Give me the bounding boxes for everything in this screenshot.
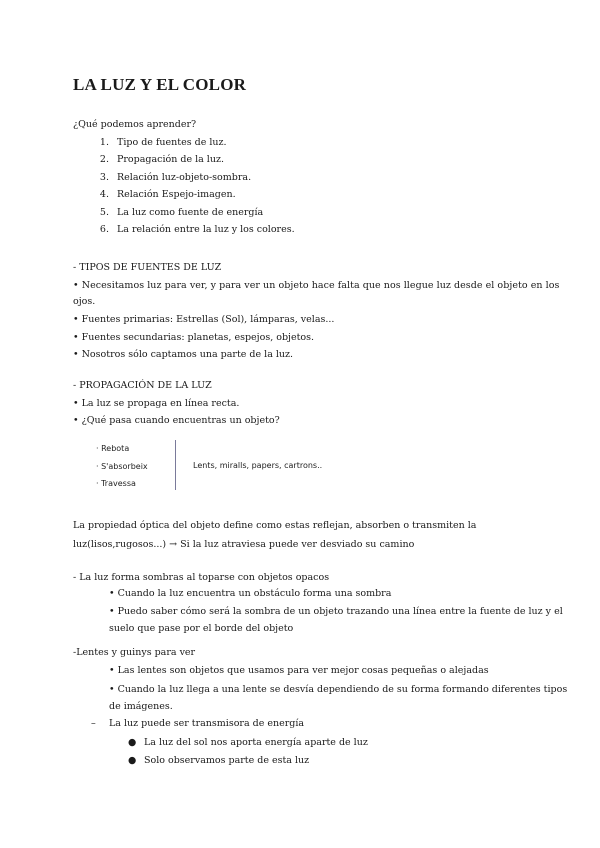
list-item: 6. La relación entre la luz y los colores. (99, 224, 295, 235)
bullet-item: • Cuando la luz encuentra un obstáculo forma una sombra (109, 588, 392, 599)
bullet-item: • La luz se propaga en línea recta. (73, 398, 240, 409)
paragraph-line: luz(lisos,rugosos...) → Si la luz atraviesa puede ver desviado su camino (73, 539, 415, 550)
paragraph-line: La propiedad óptica del objeto define como estas reflejan, absorben o transmiten la (73, 520, 477, 531)
insert-item: · Rebota (96, 444, 130, 453)
section-heading-lentes: -Lentes y guinys para ver (73, 647, 196, 658)
insert-note: Lents, miralls, papers, cartrons.. (193, 461, 323, 470)
dash-marker: – (91, 718, 96, 729)
bullet-item: • Fuentes primarias: Estrellas (Sol), lámparas, velas... (73, 314, 335, 325)
insert-item: · S'absorbeix (96, 462, 148, 471)
insert-divider (175, 440, 176, 490)
list-item: 2. Propagación de la luz. (99, 154, 224, 165)
bullet-item: • ¿Qué pasa cuando encuentras un objeto? (73, 415, 280, 426)
list-item: 3. Relación luz-objeto-sombra. (99, 172, 252, 183)
page-title: LA LUZ Y EL COLOR (73, 75, 247, 94)
energia-line: La luz puede ser transmisora de energía (109, 718, 305, 729)
bullet-item: • Nosotros sólo captamos una parte de la luz. (73, 349, 294, 360)
section-heading-fuentes: - TIPOS DE FUENTES DE LUZ (73, 262, 222, 273)
bullet-dot-icon: ● (128, 737, 137, 748)
bullet-item: • Las lentes son objetos que usamos para ver mejor cosas pequeñas o alejadas (109, 665, 489, 676)
sub-bullet-item: ● Solo observamos parte de esta luz (128, 755, 310, 766)
list-item: 4. Relación Espejo-imagen. (99, 189, 236, 200)
list-item: 1. Tipo de fuentes de luz. (99, 137, 227, 148)
paragraph-line: suelo que pase por el borde del objeto (109, 623, 294, 634)
section-heading-sombras: - La luz forma sombras al toparse con objetos opacos (73, 572, 330, 583)
section-heading-propagacion: - PROPAGACIÓN DE LA LUZ (73, 380, 212, 391)
paragraph-line: ojos. (73, 296, 96, 307)
list-item: 5. La luz como fuente de energía (99, 207, 264, 218)
insert-item: · Travessa (96, 479, 136, 488)
bullet-dot-icon: ● (128, 755, 137, 766)
bullet-item: • Cuando la luz llega a una lente se desvía dependiendo de su forma formando diferentes tipos (109, 684, 568, 695)
paragraph-line: • Necesitamos luz para ver, y para ver un objeto hace falta que nos llegue luz desde el objeto en los (73, 280, 560, 291)
intro-question: ¿Qué podemos aprender? (73, 119, 197, 130)
sub-bullet-item: ● La luz del sol nos aporta energía aparte de luz (128, 737, 368, 748)
paragraph-line: de imágenes. (109, 701, 173, 712)
bullet-item: • Fuentes secundarias: planetas, espejos, objetos. (73, 332, 315, 343)
bullet-item: • Puedo saber cómo será la sombra de un objeto trazando una línea entre la fuente de luz y el (109, 606, 563, 617)
